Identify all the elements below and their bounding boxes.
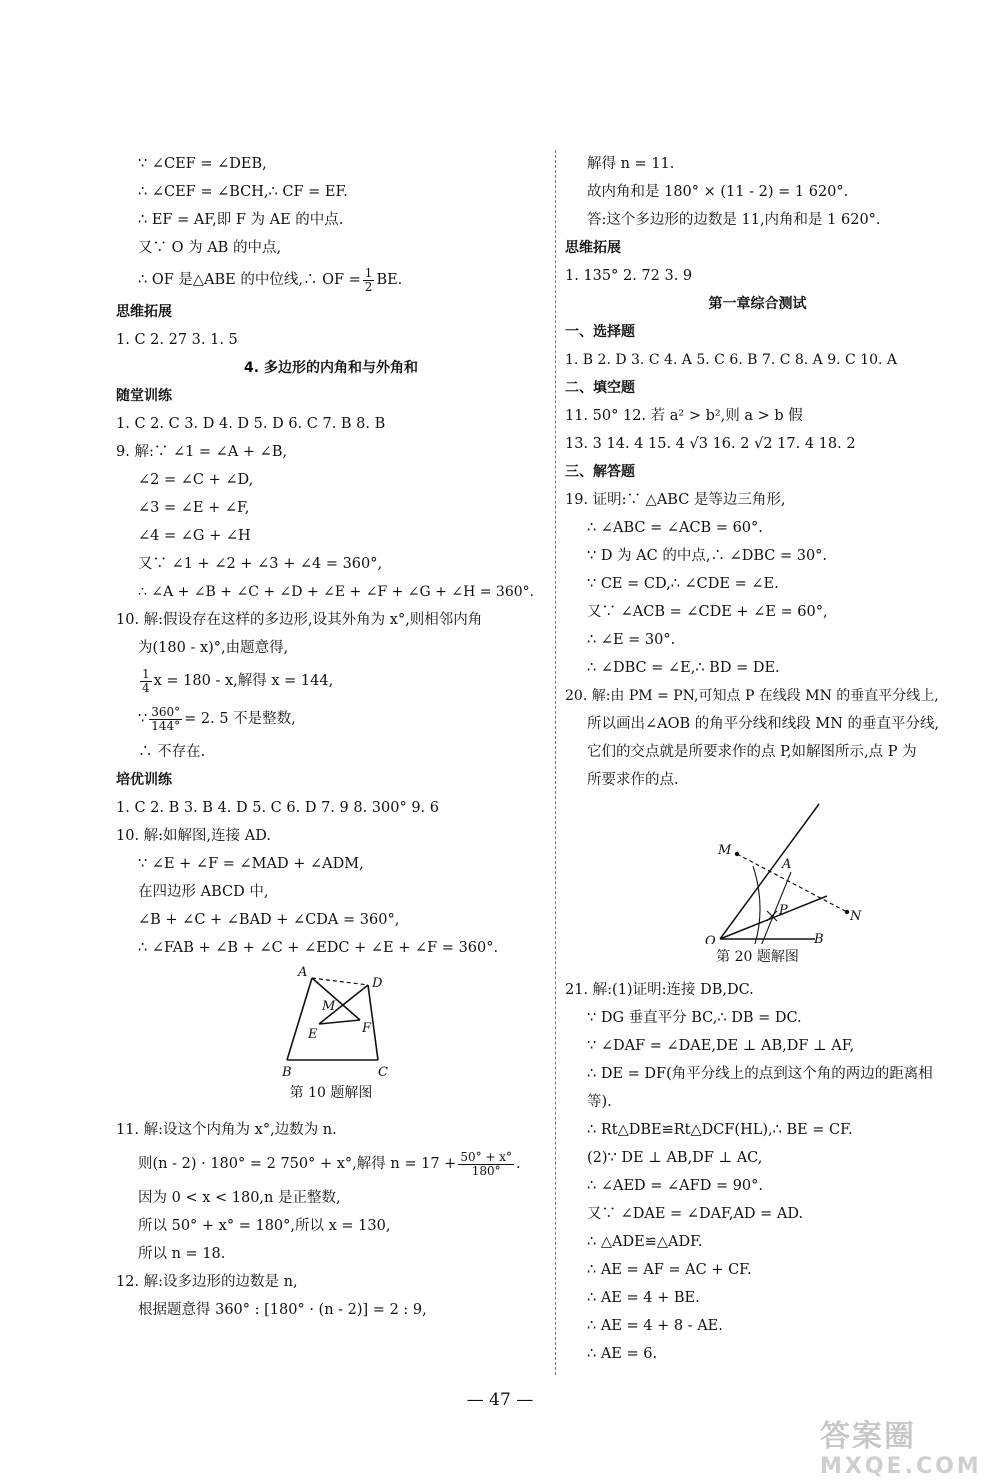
solution-line: 因为 0 < x < 180,n 是正整数, [138, 1190, 341, 1206]
solution-line: 为(180 - x)°,由题意得, [138, 640, 289, 656]
edge-ad-dashed [312, 978, 368, 985]
solution-line: ∴ AE = 6. [587, 1346, 658, 1362]
solution-line: 19. 证明:∵ △ABC 是等边三角形, [565, 492, 786, 508]
watermark-url: MXQE.COM [820, 1454, 982, 1479]
solution-line: 所以 n = 18. [138, 1246, 226, 1262]
solution-line: ∴ ∠AED = ∠AFD = 90°. [587, 1178, 764, 1194]
solution-line: ∴ DE = DF(角平分线上的点到这个角的两边的距离相 [587, 1066, 933, 1082]
answer-line: 11. 50° 12. 若 a² > b²,则 a > b 假 [565, 408, 803, 424]
section-title: 4. 多边形的内角和与外角和 [244, 360, 418, 376]
solution-line: 21. 解:(1)证明:连接 DB,DC. [565, 982, 754, 998]
figure-10-diagram [116, 962, 546, 1080]
solution-line: 等). [587, 1094, 612, 1110]
column-divider [555, 150, 556, 1375]
section-heading: 二、填空题 [565, 380, 635, 396]
solution-line-fraction: ∵ $\frac{360^\circ}{144^\circ}$ = 2. 5 不是整数, [138, 704, 296, 733]
solution-line: 10. 解:如解图,连接 AD. [116, 828, 271, 844]
solution-line: ∴ Rt△DBE≌Rt△DCF(HL),∴ BE = CF. [587, 1122, 853, 1138]
answer-line: 1. B 2. D 3. C 4. A 5. C 6. B 7. C 8. A 9. C 10. A [565, 352, 898, 368]
section-heading: 培优训练 [116, 772, 172, 788]
figure-caption: 第 20 题解图 [716, 949, 799, 965]
solution-line: 又∵ ∠DAE = ∠DAF,AD = AD. [587, 1206, 804, 1222]
solution-line: ∵ CE = CD,∴ ∠CDE = ∠E. [587, 576, 779, 592]
label-b: B [282, 1065, 292, 1080]
solution-line: ∴ △ADE≌△ADF. [587, 1234, 703, 1250]
proof-line: ∴ EF = AF,即 F 为 AE 的中点. [138, 212, 344, 228]
answer-line: 13. 3 14. 4 15. 4 √3 16. 2 √2 17. 4 18. 2 [565, 436, 856, 452]
solution-line: ∵ ∠DAF = ∠DAE,DE ⊥ AB,DF ⊥ AF, [587, 1038, 855, 1054]
solution-line: ∵ D 为 AC 的中点,∴ ∠DBC = 30°. [587, 548, 828, 564]
watermark-logo: 答案圈 [820, 1419, 916, 1454]
section-heading: 思维拓展 [565, 240, 621, 256]
label-o: O [705, 934, 716, 944]
solution-line: ∴ AE = 4 + BE. [587, 1290, 700, 1306]
solution-line: 11. 解:设这个内角为 x°,边数为 n. [116, 1122, 337, 1138]
solution-line: 所以 50° + x° = 180°,所以 x = 130, [138, 1218, 391, 1234]
solution-line: ∴ 不存在. [138, 744, 206, 760]
solution-line: 它们的交点就是所要求作的点 P,如解图所示,点 P 为 [587, 744, 917, 760]
solution-line: 20. 解:由 PM = PN,可知点 P 在线段 MN 的垂直平分线上, [565, 688, 939, 704]
solution-line: 9. 解:∵ ∠1 = ∠A + ∠B, [116, 444, 288, 460]
edge-fe [319, 1020, 360, 1024]
solution-line: ∴ ∠DBC = ∠E,∴ BD = DE. [587, 660, 780, 676]
label-m: M [718, 843, 732, 858]
solution-line: 10. 解:假设存在这样的多边形,设其外角为 x°,则相邻内角 [116, 612, 483, 628]
answer-line: 1. C 2. 27 3. 1. 5 [116, 332, 238, 348]
solution-line: ∵ ∠E + ∠F = ∠MAD + ∠ADM, [138, 856, 364, 872]
label-c: C [378, 1065, 388, 1080]
label-p: P [779, 903, 788, 918]
page-number: — 47 — [466, 1390, 534, 1410]
section-heading: 三、解答题 [565, 464, 635, 480]
label-d: D [372, 976, 383, 991]
fraction: $\frac{360^\circ}{144^\circ}$ [151, 704, 181, 733]
label-a: A [782, 857, 792, 872]
answer-line: 1. C 2. C 3. D 4. D 5. D 6. C 7. B 8. B [116, 416, 386, 432]
label-f: F [362, 1021, 372, 1036]
edge-af [312, 978, 360, 1020]
segment-mn-dashed [737, 854, 847, 912]
solution-line: ∵ DG 垂直平分 BC,∴ DB = DC. [587, 1010, 802, 1026]
right-column [565, 150, 950, 1368]
fraction: $\frac{1}{2}$ [364, 265, 373, 294]
solution-line: ∴ ∠FAB + ∠B + ∠C + ∠EDC + ∠E + ∠F = 360°. [138, 940, 499, 956]
label-e: E [308, 1027, 318, 1042]
solution-line: 12. 解:设多边形的边数是 n, [116, 1274, 298, 1290]
fraction: $\frac{1}{4}$ [142, 666, 150, 695]
section-heading: 一、选择题 [565, 324, 635, 340]
solution-line: ∠4 = ∠G + ∠H [138, 528, 251, 544]
solution-line: (2)∵ DE ⊥ AB,DF ⊥ AC, [587, 1150, 763, 1166]
solution-line-fraction: $\frac{1}{4}$ x = 180 - x,解得 x = 144, [142, 666, 334, 695]
proof-line: 又∵ O 为 AB 的中点, [138, 240, 282, 256]
fraction: $\frac{50^\circ + x^\circ}{180^\circ}$ [460, 1149, 513, 1178]
figure-caption: 第 10 题解图 [289, 1085, 373, 1101]
solution-line: ∴ ∠A + ∠B + ∠C + ∠D + ∠E + ∠F + ∠G + ∠H = 360°. [138, 584, 535, 600]
solution-line: 又∵ ∠1 + ∠2 + ∠3 + ∠4 = 360°, [138, 556, 383, 572]
solution-line: ∴ ∠ABC = ∠ACB = 60°. [587, 520, 763, 536]
label-n: N [850, 909, 862, 924]
solution-line: ∴ AE = AF = AC + CF. [587, 1262, 752, 1278]
solution-line: 解得 n = 11. [587, 156, 675, 172]
solution-line: 又∵ ∠ACB = ∠CDE + ∠E = 60°, [587, 604, 828, 620]
label-m: M [322, 999, 336, 1014]
point-m [735, 852, 739, 856]
figure-10 [116, 962, 546, 1080]
figure-20 [565, 794, 950, 944]
solution-line: 答:这个多边形的边数是 11,内角和是 1 620°. [587, 212, 881, 228]
section-heading: 随堂训练 [116, 388, 172, 404]
solution-line: 所要求作的点. [587, 772, 679, 788]
edge-ab [287, 978, 312, 1060]
proof-line-fraction: ∴ OF 是△ABE 的中位线,∴ OF = $\frac{1}{2}$ BE. [138, 265, 403, 294]
solution-line: ∴ ∠E = 30°. [587, 632, 676, 648]
solution-line-fraction: 则(n - 2) · 180° = 2 750° + x°,解得 n = 17 + $\frac{50^\circ + x^\circ}{180^\circ}$ . [138, 1149, 521, 1178]
answer-line: 1. 135° 2. 72 3. 9 [565, 268, 693, 284]
solution-line: 所以画出∠AOB 的角平分线和线段 MN 的垂直平分线, [587, 716, 940, 732]
solution-line: ∠B + ∠C + ∠BAD + ∠CDA = 360°, [138, 912, 400, 928]
figure-20-diagram [565, 794, 950, 944]
chapter-title: 第一章综合测试 [708, 296, 807, 312]
label-b: B [814, 932, 824, 944]
label-a: A [298, 965, 308, 980]
point-n [845, 910, 849, 914]
arc-construction [753, 866, 760, 944]
solution-line: 故内角和是 180° × (11 - 2) = 1 620°. [587, 184, 849, 200]
solution-line: ∠3 = ∠E + ∠F, [138, 500, 250, 516]
solution-line: 根据题意得 360° : [180° · (n - 2)] = 2 : 9, [138, 1302, 427, 1318]
left-column [116, 150, 546, 1324]
solution-line: 在四边形 ABCD 中, [138, 884, 269, 900]
section-heading: 思维拓展 [116, 304, 172, 320]
solution-line: ∠2 = ∠C + ∠D, [138, 472, 254, 488]
proof-line: ∴ ∠CEF = ∠BCH,∴ CF = EF. [138, 184, 348, 200]
solution-line: ∴ AE = 4 + 8 - AE. [587, 1318, 723, 1334]
proof-line: ∵ ∠CEF = ∠DEB, [138, 156, 267, 172]
answer-line: 1. C 2. B 3. B 4. D 5. C 6. D 7. 9 8. 300° 9. 6 [116, 800, 439, 816]
